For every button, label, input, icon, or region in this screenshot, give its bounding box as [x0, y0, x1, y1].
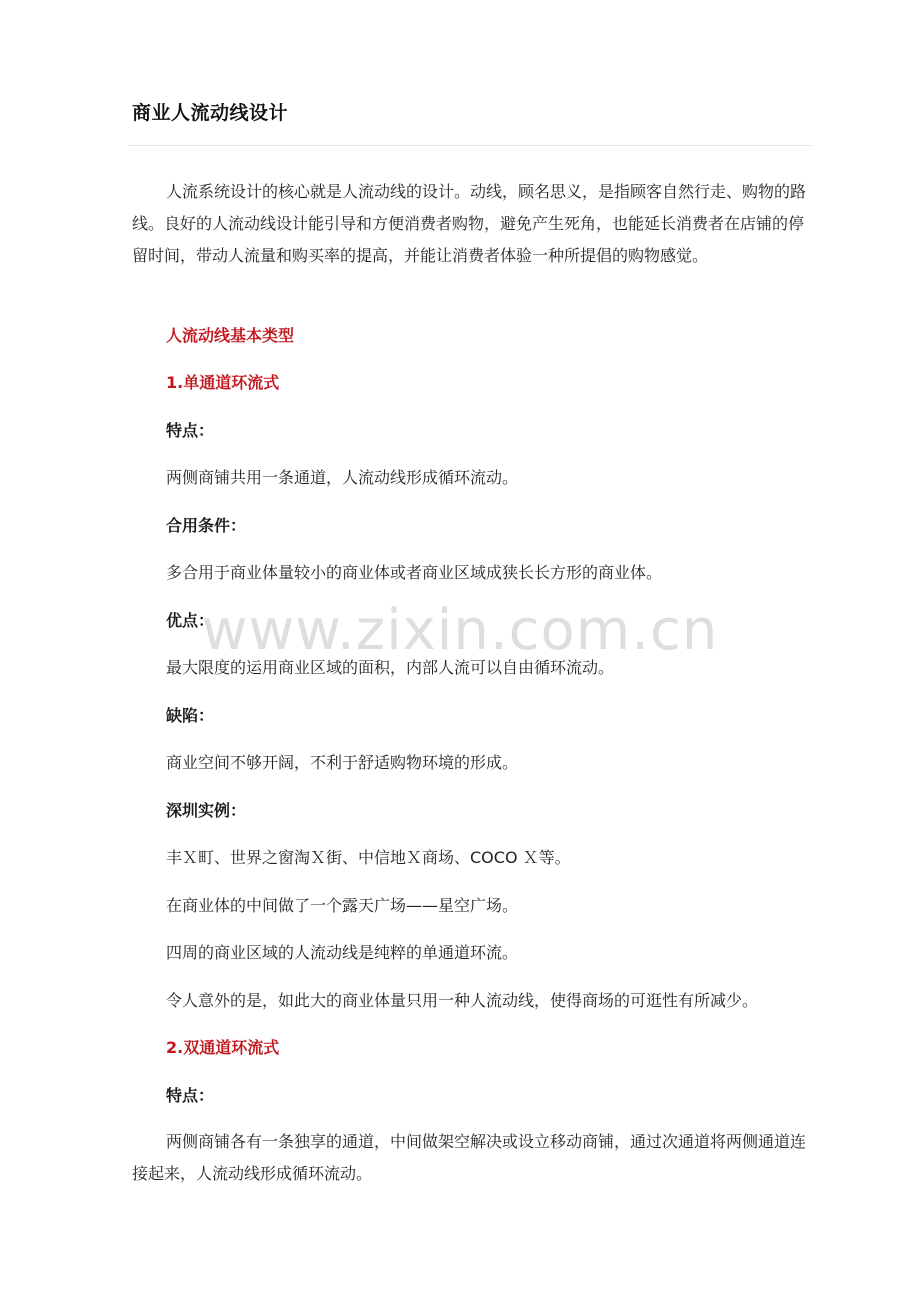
type1-cons-label: 缺陷：: [166, 706, 215, 725]
type1-condition-label: 合用条件：: [166, 516, 247, 535]
type1-feature-label: 特点：: [166, 421, 215, 440]
type1-example-line: 令人意外的是，如此大的商业体量只用一种人流动线，使得商场的可逛性有所减少。: [166, 991, 759, 1010]
type1-example-label: 深圳实例：: [166, 801, 247, 820]
intro-paragraph: [132, 176, 812, 272]
type1-example-line: 丰Ｘ町、世界之窗淘Ｘ街、中信地Ｘ商场、COCO Ｘ等。: [166, 848, 571, 867]
type2-feature-label: 特点：: [166, 1086, 215, 1105]
type1-heading: 1.单通道环流式: [166, 373, 280, 392]
type2-heading: 2.双通道环流式: [166, 1038, 280, 1057]
type1-condition-text: 多合用于商业体量较小的商业体或者商业区域成狭长长方形的商业体。: [166, 563, 663, 582]
page-title: 商业人流动线设计: [132, 102, 289, 124]
watermark: www.zixin.com.cn: [201, 598, 719, 663]
section-heading: 人流动线基本类型: [166, 326, 295, 345]
type1-example-line: 四周的商业区域的人流动线是纯粹的单通道环流。: [166, 943, 519, 962]
type2-feature-paragraph: [132, 1126, 812, 1190]
type1-pros-label: 优点：: [166, 611, 215, 630]
type1-example-line: 在商业体的中间做了一个露天广场——星空广场。: [166, 896, 519, 915]
type1-pros-text: 最大限度的运用商业区域的面积，内部人流可以自由循环流动。: [166, 658, 615, 677]
type2-feature-text: 两侧商铺各有一条独享的通道，中间做架空解决或设立移动商铺，通过次通道将两侧通道连接起来，人流动线形成循环流动。: [132, 1132, 807, 1183]
intro-text: 人流系统设计的核心就是人流动线的设计。动线，顾名思义，是指顾客自然行走、购物的路线。良好的人流动线设计能引导和方便消费者购物，避免产生死角，也能延长消费者在店铺的停留时间，带动人流量和购买率的提高，并能让消费者体验一种所提倡的购物感觉。: [132, 182, 807, 265]
type1-feature-text: 两侧商铺共用一条通道，人流动线形成循环流动。: [166, 468, 519, 487]
type1-cons-text: 商业空间不够开阔，不利于舒适购物环境的形成。: [166, 753, 519, 772]
title-divider: [128, 145, 812, 146]
